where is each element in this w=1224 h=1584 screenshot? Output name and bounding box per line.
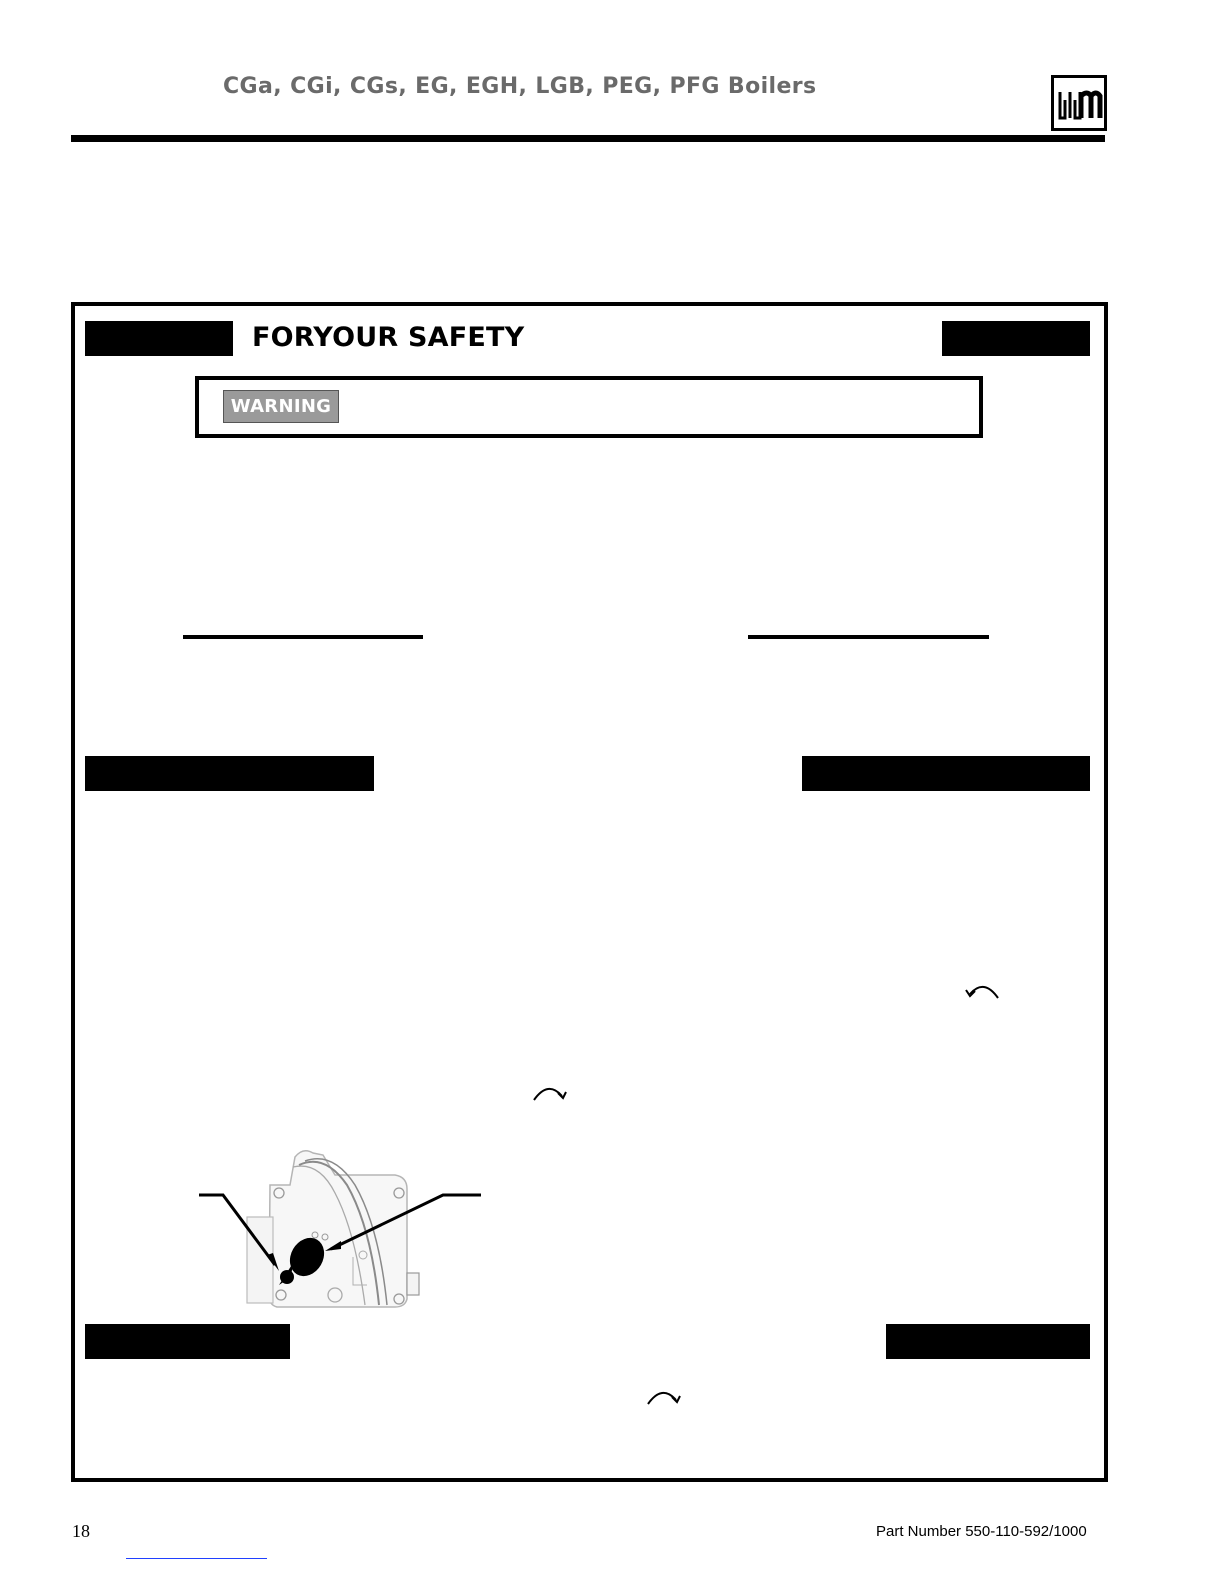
safety-title: FORYOUR SAFETY (252, 322, 525, 353)
redacted-bar (85, 321, 233, 356)
page-number: 18 (72, 1521, 90, 1541)
blank-line (748, 635, 989, 639)
counterclockwise-arrow-icon (964, 980, 1004, 1004)
document-title: CGa, CGi, CGs, EG, EGH, LGB, PEG, PFG Boilers (223, 74, 817, 99)
link-underline[interactable] (126, 1558, 267, 1559)
redacted-bar (802, 756, 1090, 791)
redacted-bar (85, 756, 374, 791)
blank-line (183, 635, 423, 639)
warning-badge: WARNING (223, 390, 339, 423)
part-number: Part Number 550-110-592/1000 (876, 1523, 1087, 1540)
redacted-bar (886, 1324, 1090, 1359)
redacted-bar (942, 321, 1090, 356)
header-rule (71, 135, 1105, 142)
clockwise-arrow-icon (644, 1386, 684, 1410)
wm-logo-icon (1051, 75, 1107, 131)
gas-valve-illustration (195, 1145, 495, 1315)
redacted-bar (85, 1324, 290, 1359)
clockwise-arrow-icon (530, 1082, 570, 1106)
